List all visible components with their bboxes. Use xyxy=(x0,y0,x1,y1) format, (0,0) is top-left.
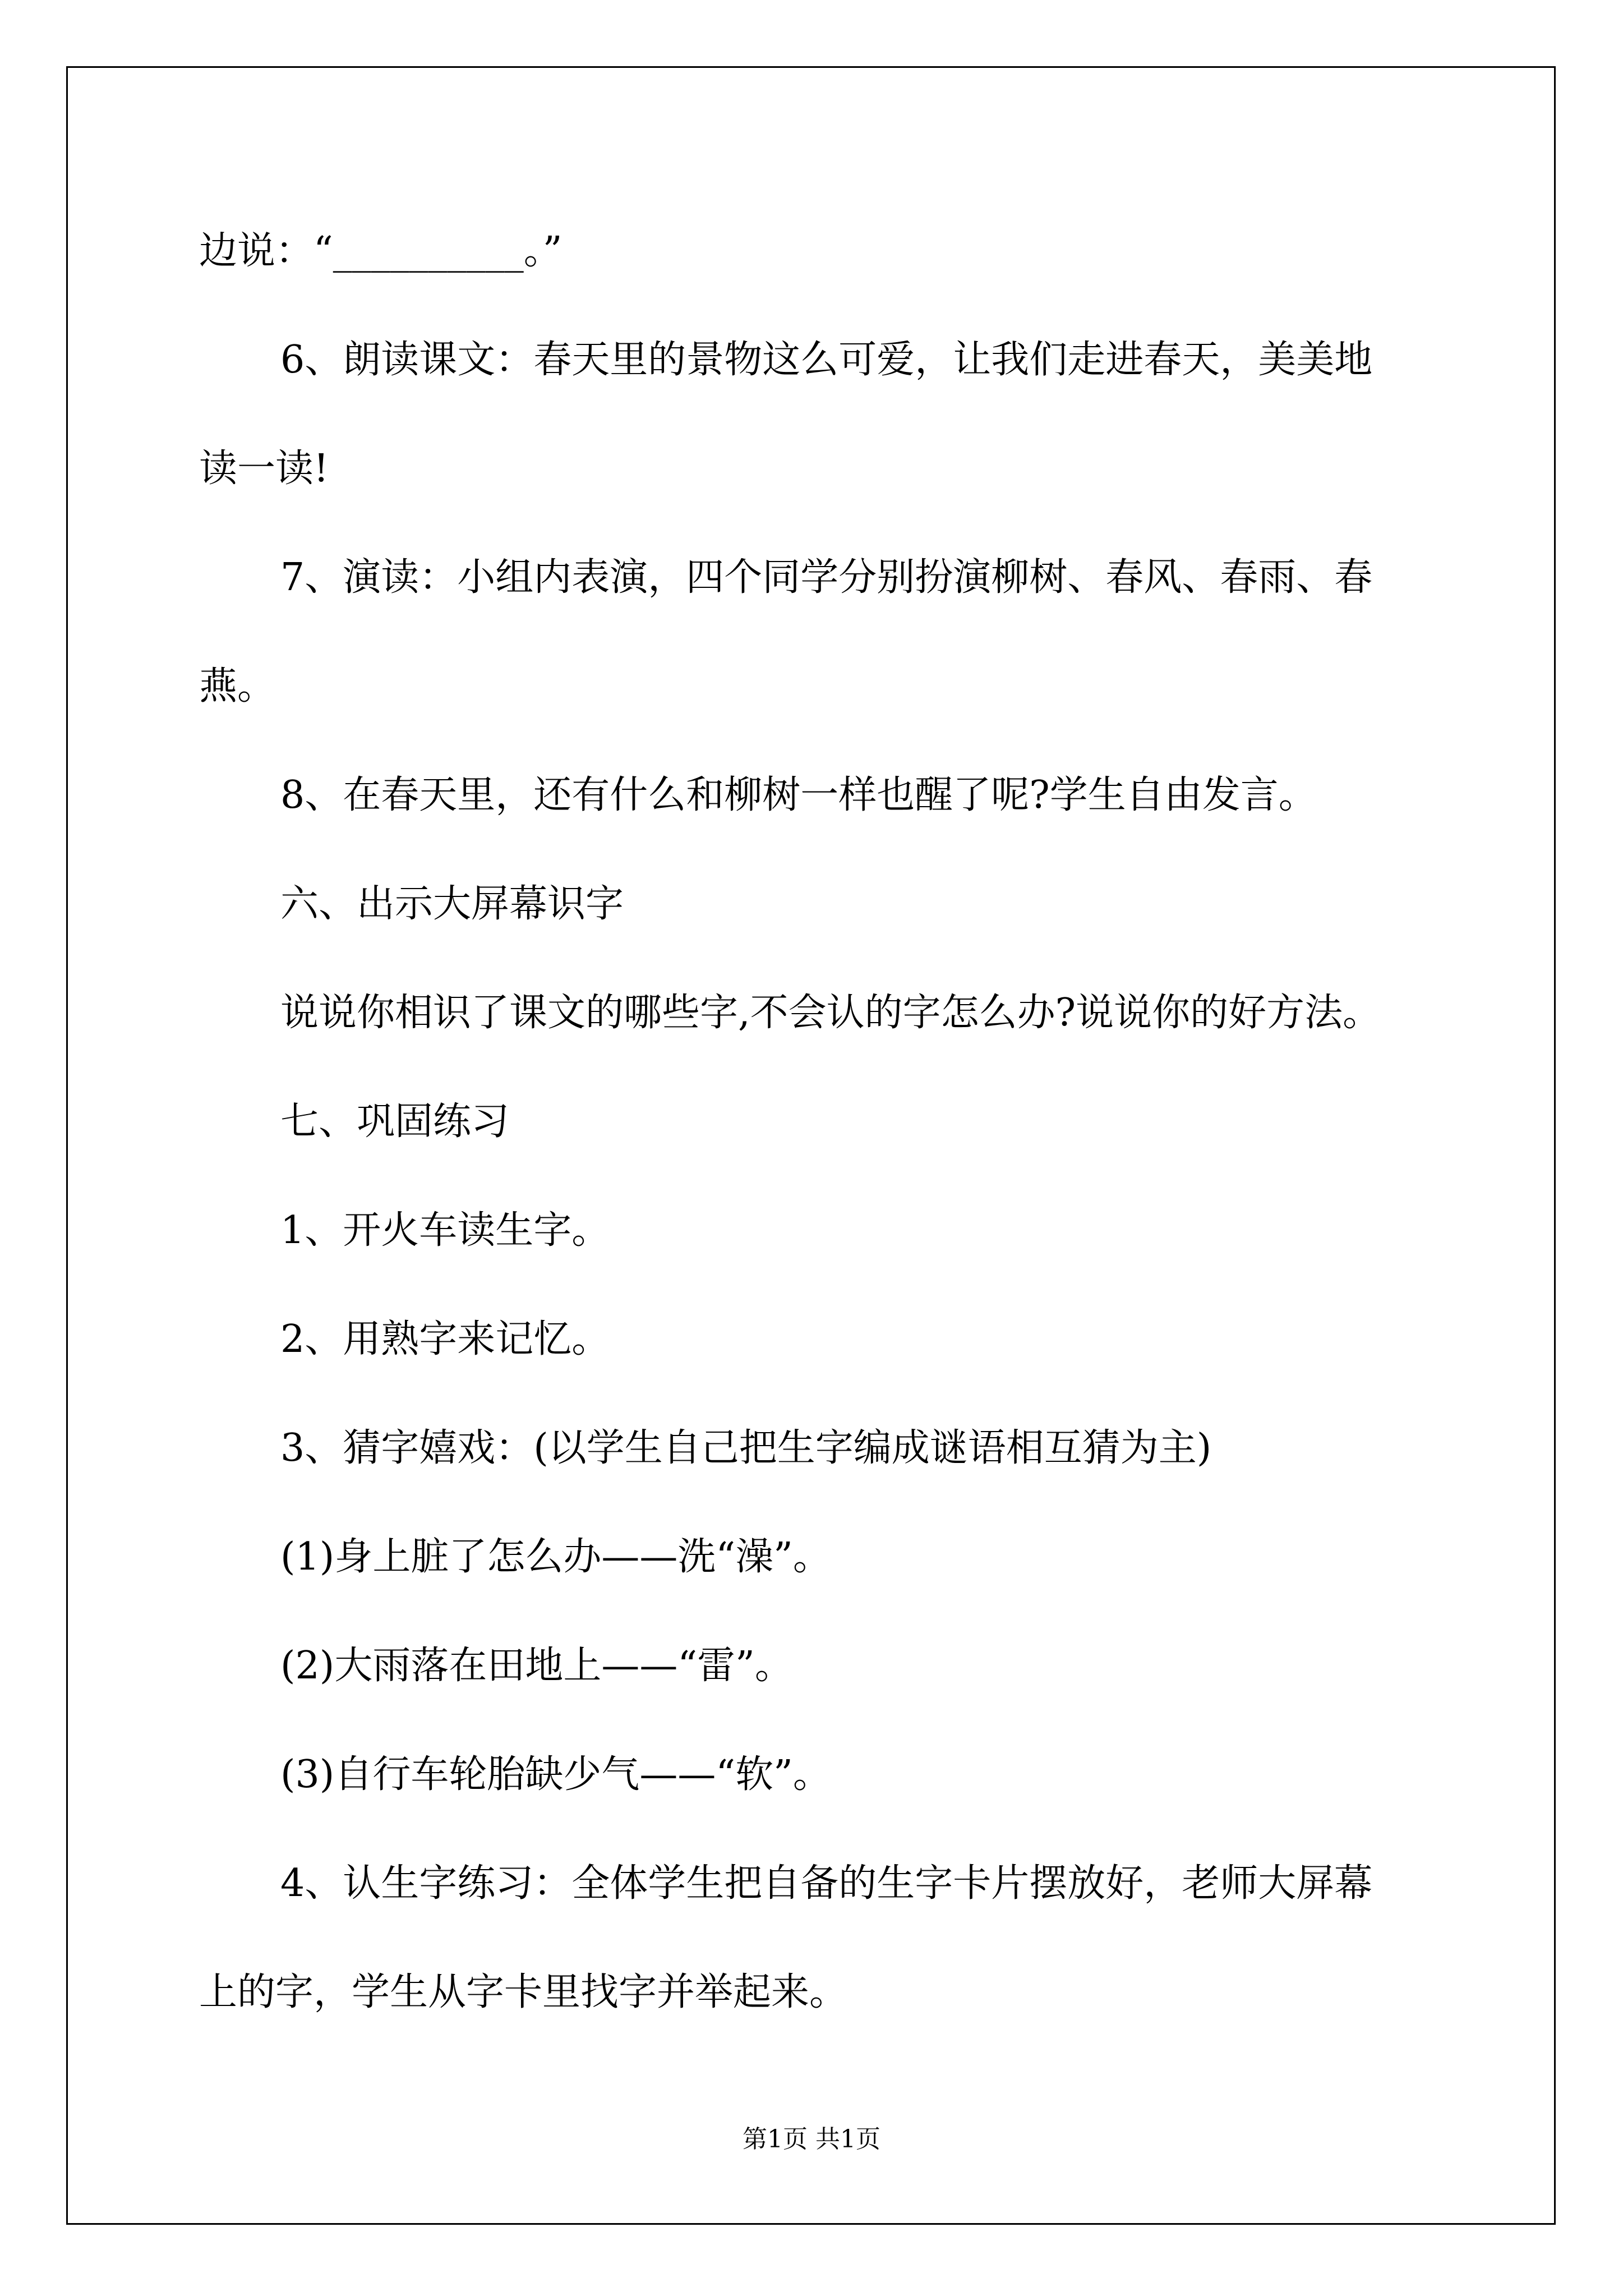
section-heading-6: 六、出示大屏幕识字 xyxy=(280,882,624,926)
text-line-1: 边说：“__________。” xyxy=(199,229,562,273)
text-line-12: 3、猜字嬉戏：(以学生自己把生字编成谜语相互猜为主) xyxy=(280,1426,1212,1470)
text-line-4: 7、演读：小组内表演，四个同学分别扮演柳树、春风、春雨、春 xyxy=(280,555,1373,600)
page-footer: 第1页 共1页 xyxy=(743,2125,880,2154)
text-line-5: 燕。 xyxy=(199,664,276,708)
text-line-11: 2、用熟字来记忆。 xyxy=(280,1317,610,1361)
text-line-3: 读一读! xyxy=(199,447,329,491)
text-line-2: 6、朗读课文：春天里的景物这么可爱，让我们走进春天，美美地 xyxy=(280,338,1373,382)
text-line-15: (3)自行车轮胎缺少气——“软”。 xyxy=(280,1752,831,1797)
text-line-17: 上的字，学生从字卡里找字并举起来。 xyxy=(199,1970,848,2014)
text-line-6: 8、在春天里，还有什么和柳树一样也醒了呢?学生自由发言。 xyxy=(280,773,1317,817)
text-line-14: (2)大雨落在田地上——“雷”。 xyxy=(280,1644,793,1688)
text-line-10: 1、开火车读生字。 xyxy=(280,1208,610,1253)
section-heading-7: 七、巩固练习 xyxy=(280,1099,510,1144)
text-line-13: (1)身上脏了怎么办——洗“澡”。 xyxy=(280,1535,831,1579)
text-line-16: 4、认生字练习：全体学生把自备的生字卡片摆放好，老师大屏幕 xyxy=(280,1861,1373,1906)
text-line-8: 说说你相识了课文的哪些字,不会认的字怎么办?说说你的好方法。 xyxy=(280,991,1381,1035)
